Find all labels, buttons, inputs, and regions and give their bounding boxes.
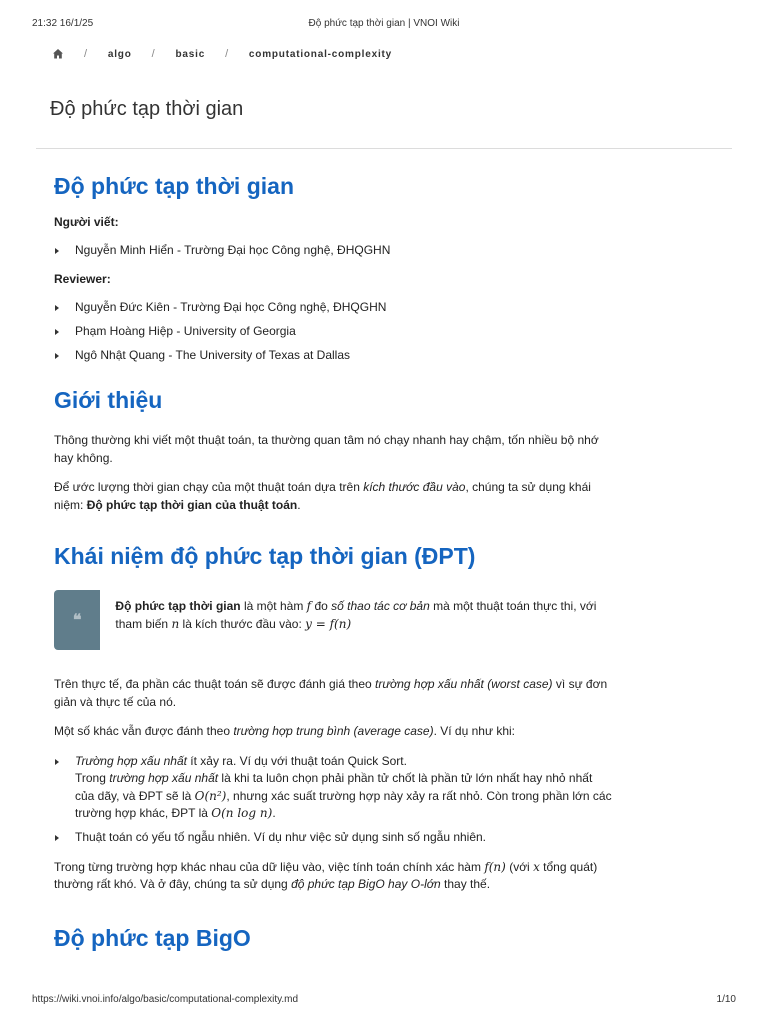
print-datetime: 21:32 16/1/25	[32, 18, 94, 29]
concept-paragraph-2: Một số khác vẫn được đánh theo trường hợp trung bình (average case). Ví dụ như khi:	[54, 724, 515, 738]
breadcrumb-item-algo[interactable]: algo	[107, 48, 132, 60]
print-tab-title: Độ phức tạp thời gian | VNOI Wiki	[308, 18, 460, 29]
list-item: Ngô Nhật Quang - The University of Texas at Dallas	[75, 347, 614, 365]
breadcrumb-separator: /	[225, 48, 229, 60]
author-label: Người viết:	[54, 215, 119, 229]
section-heading-intro: Giới thiệu	[54, 387, 163, 413]
list-item: Thuật toán có yếu tố ngẫu nhiên. Ví dụ như việc sử dụng sinh số ngẫu nhiên.	[75, 829, 614, 847]
breadcrumb	[52, 46, 392, 62]
footer-page-number: 1/10	[716, 994, 736, 1005]
breadcrumb-item-computational-complexity[interactable]: computational-complexity	[248, 48, 393, 60]
article-content	[54, 168, 614, 956]
author-list	[54, 242, 614, 260]
list-item: Nguyễn Minh Hiển - Trường Đại học Công nghệ, ĐHQGHN	[75, 242, 614, 260]
breadcrumb-item-basic[interactable]: basic	[175, 48, 206, 60]
print-header	[32, 18, 736, 32]
list-item: Trường hợp xấu nhất ít xảy ra. Ví dụ với thuật toán Quick Sort. Trong trường hợp xấu nhất là khi ta luôn chọn phải phần tử chốt là phần tử lớn nhất hay nhỏ nhất của dãy, và ĐPT sẽ là O(n²), nhưng xác suất trường hợp này xảy ra rất nhỏ. Còn trong phần lớn các trường hợp khác, ĐPT là O(n log n).	[75, 753, 614, 823]
page-title: Độ phức tạp thời gian	[50, 98, 244, 120]
section-heading-concept: Khái niệm độ phức tạp thời gian (ĐPT)	[54, 543, 476, 569]
concept-paragraph-1: Trên thực tế, đa phần các thuật toán sẽ được đánh giá theo trường hợp xấu nhất (worst case) vì sự đơn giản và thực tế của nó.	[54, 677, 608, 709]
list-item: Nguyễn Đức Kiên - Trường Đại học Công nghệ, ĐHQGHN	[75, 299, 614, 317]
home-icon[interactable]	[52, 48, 64, 60]
print-footer	[32, 994, 736, 1008]
section-heading-bigo: Độ phức tạp BigO	[54, 924, 251, 951]
footer-url: https://wiki.vnoi.info/algo/basic/computational-complexity.md	[32, 994, 299, 1005]
concept-paragraph-3: Trong từng trường hợp khác nhau của dữ liệu vào, việc tính toán chính xác hàm f(n) (với x tổng quát) thường rất khó. Và ở đây, chúng ta sử dụng độ phức tạp BigO hay O-lớn thay thế.	[54, 859, 598, 891]
definition-blockquote	[54, 590, 614, 650]
intro-paragraph-2: Để ước lượng thời gian chạy của một thuật toán dựa trên kích thước đầu vào, chúng ta sử dụng khái niệm: Độ phức tạp thời gian của thuật toán.	[54, 480, 591, 512]
intro-paragraph-1: Thông thường khi viết một thuật toán, ta thường quan tâm nó chạy nhanh hay chậm, tốn nhiều bộ nhớ hay không.	[54, 433, 599, 465]
breadcrumb-separator: /	[151, 48, 156, 60]
definition-text: Độ phức tạp thời gian là một hàm f đo số thao tác cơ bản mà một thuật toán thực thi, với tham biến n là kích thước đầu vào: y = f(n)	[115, 599, 597, 631]
list-item: Phạm Hoàng Hiệp - University of Georgia	[75, 323, 614, 341]
quote-icon: ❝	[54, 590, 100, 650]
reviewer-label: Reviewer:	[54, 272, 111, 286]
article-title: Độ phức tạp thời gian	[54, 173, 294, 199]
case-list	[54, 753, 614, 847]
title-divider	[36, 148, 732, 149]
reviewer-list	[54, 299, 614, 365]
breadcrumb-separator: /	[84, 48, 88, 60]
